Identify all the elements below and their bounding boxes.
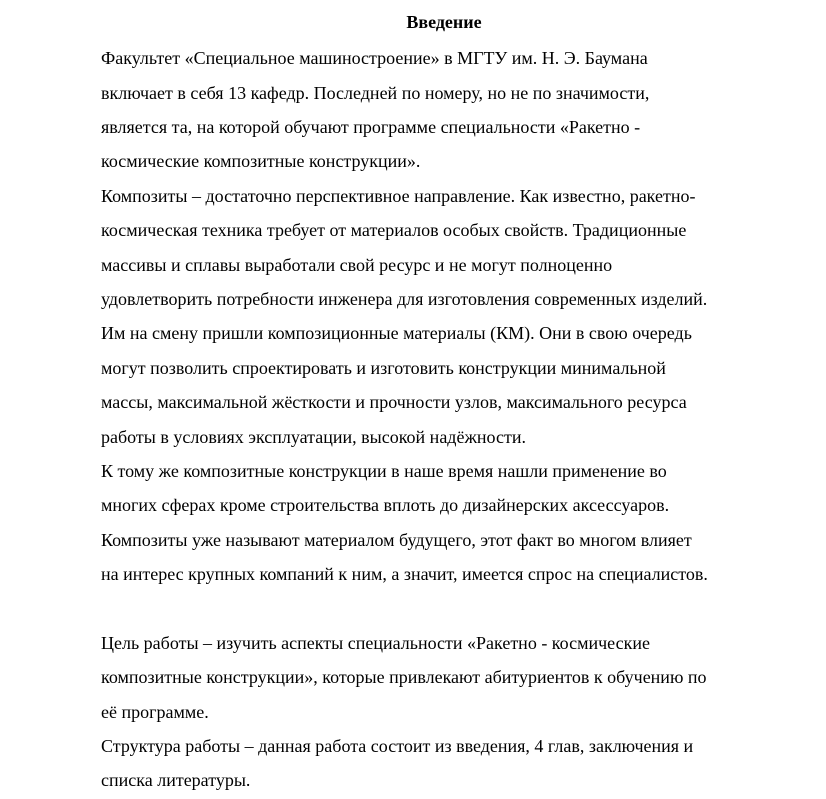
paragraph-line: Композиты уже называют материалом будущего, этот факт во многом влияет [101,530,692,550]
paragraph-line: Структура работы – данная работа состоит из введения, 4 глав, заключения и [101,736,694,756]
paragraph-line: списка литературы. [101,770,251,790]
paragraph-line: включает в себя 13 кафедр. Последней по номеру, но не по значимости, [101,83,650,103]
paragraph-line: является та, на которой обучают программе специальности «Ракетно - [101,117,641,137]
page-title: Введение [406,12,482,32]
paragraph-line: массы, максимальной жёсткости и прочности узлов, максимального ресурса [101,392,687,412]
paragraph-line: К тому же композитные конструкции в наше время нашли применение во [101,461,667,481]
paragraph-line: Композиты – достаточно перспективное направление. Как известно, ракетно- [101,186,696,206]
paragraph-line: космические композитные конструкции». [101,151,421,171]
paragraph-line: на интерес крупных компаний к ним, а значит, имеется спрос на специалистов. [101,564,708,584]
paragraph-line: массивы и сплавы выработали свой ресурс и не могут полноценно [101,255,613,275]
paragraph-line: Цель работы – изучить аспекты специальности «Ракетно - космические [101,633,650,653]
paragraph-line: её программе. [101,702,209,722]
paragraph-line: композитные конструкции», которые привлекают абитуриентов к обучению по [101,667,707,687]
paragraph-line: Факультет «Специальное машиностроение» в МГТУ им. Н. Э. Баумана [101,48,648,68]
paragraph-line: Им на смену пришли композиционные материалы (КМ). Они в свою очередь [101,323,692,343]
paragraph-line: могут позволить спроектировать и изготовить конструкции минимальной [101,358,666,378]
paragraph-line: космическая техника требует от материалов особых свойств. Традиционные [101,220,687,240]
paragraph-line: многих сферах кроме строительства вплоть до дизайнерских аксессуаров. [101,495,670,515]
paragraph-line: удовлетворить потребности инженера для изготовления современных изделий. [101,289,708,309]
paragraph-line: работы в условиях эксплуатации, высокой надёжности. [101,427,526,447]
